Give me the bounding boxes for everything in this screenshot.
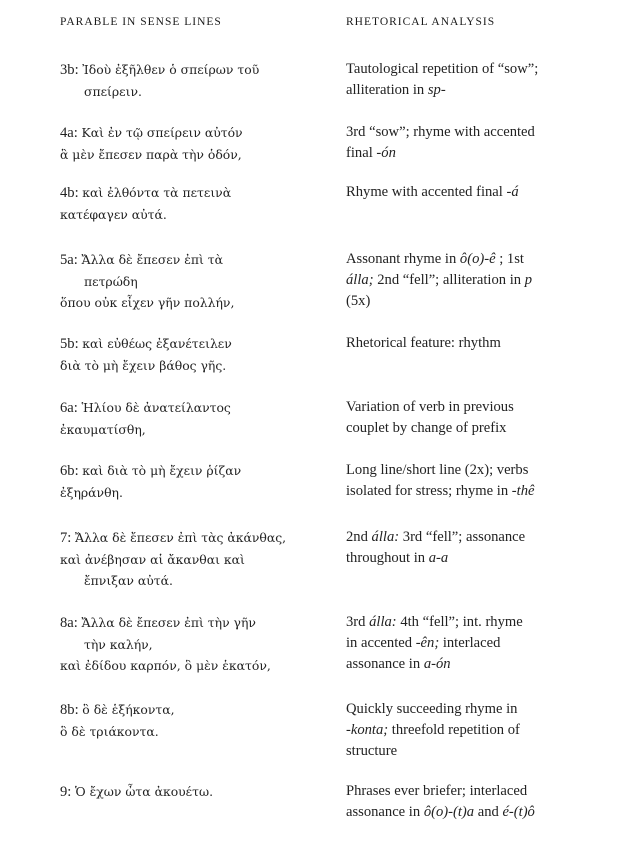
analysis-text: 4th “fell”; int. rhyme	[396, 614, 523, 630]
analysis-line	[346, 80, 616, 101]
greek-line	[60, 204, 340, 225]
italic-term: sp-	[427, 82, 446, 98]
greek-line	[60, 721, 340, 742]
analysis-cell	[346, 59, 616, 101]
analysis-line	[346, 291, 616, 312]
greek-text: Ἰδοὺ ἐξῆλθεν ὁ σπείρων τοῦ	[82, 62, 260, 77]
verse-reference: 5b:	[60, 336, 83, 352]
analysis-text: and	[474, 804, 503, 820]
analysis-text: threefold repetition of	[388, 722, 520, 738]
analysis-cell	[346, 527, 616, 569]
analysis-line	[346, 527, 616, 548]
analysis-line	[346, 270, 616, 291]
italic-term: álla:	[371, 529, 400, 545]
greek-line	[60, 59, 340, 81]
greek-text: ἔπνιξαν αὐτά.	[84, 573, 173, 588]
analysis-cell	[346, 699, 616, 762]
analysis-line	[346, 122, 616, 143]
greek-line	[60, 249, 340, 271]
analysis-line	[346, 654, 616, 675]
greek-line	[60, 527, 340, 549]
analysis-text: 3rd “sow”; rhyme with accented	[346, 124, 535, 140]
greek-text: καὶ εὐθέως ἐξανέτειλεν	[82, 336, 232, 351]
analysis-text: couplet by change of prefix	[346, 420, 507, 436]
greek-line	[60, 460, 340, 482]
analysis-text: 3rd “fell”; assonance	[399, 529, 526, 545]
greek-text: Καὶ ἐν τῷ σπείρειν αὐτόν	[81, 125, 243, 140]
analysis-text: (5x)	[346, 293, 371, 309]
verse-reference: 4b:	[60, 185, 83, 201]
greek-line	[60, 781, 340, 803]
verse-reference: 7:	[60, 530, 75, 546]
italic-term: álla;	[346, 272, 374, 288]
analysis-cell	[346, 460, 616, 502]
italic-term: a-a	[428, 550, 449, 566]
analysis-cell	[346, 122, 616, 164]
italic-term: ô(o)-ê	[459, 251, 496, 267]
greek-line	[60, 144, 340, 165]
italic-term: álla:	[369, 614, 397, 630]
greek-text: καὶ διὰ τὸ μὴ ἔχειν ῥίζαν	[82, 463, 242, 478]
greek-line	[60, 612, 340, 634]
greek-line	[60, 271, 340, 292]
parable-cell	[60, 249, 340, 313]
analysis-text: assonance in	[346, 656, 424, 672]
analysis-line	[346, 481, 616, 502]
analysis-line	[346, 699, 616, 720]
parable-cell	[60, 781, 340, 803]
analysis-line	[346, 418, 616, 439]
greek-line	[60, 81, 340, 102]
analysis-line	[346, 633, 616, 654]
greek-text: κατέφαγεν αὐτά.	[60, 207, 167, 222]
italic-term: a-ón	[423, 656, 451, 672]
greek-line	[60, 333, 340, 355]
analysis-line	[346, 460, 616, 481]
analysis-cell	[346, 182, 616, 203]
analysis-line	[346, 612, 616, 633]
greek-text: Ἄλλα δὲ ἔπεσεν ἐπὶ τὰς ἀκάνθας,	[75, 530, 287, 545]
greek-line	[60, 655, 340, 676]
parable-cell	[60, 527, 340, 591]
greek-text: ἃ μὲν ἔπεσεν παρὰ τὴν ὁδόν,	[60, 147, 242, 162]
greek-line	[60, 482, 340, 503]
analysis-text: Long line/short line (2x); verbs	[346, 462, 529, 478]
analysis-text: 2nd	[346, 529, 372, 545]
greek-line	[60, 122, 340, 144]
parable-cell	[60, 460, 340, 503]
greek-text: πετρώδη	[84, 274, 138, 289]
analysis-cell	[346, 333, 616, 354]
parable-cell	[60, 612, 340, 676]
greek-line	[60, 419, 340, 440]
greek-text: σπείρειν.	[84, 84, 142, 99]
greek-line	[60, 549, 340, 570]
italic-term: -ên;	[415, 635, 440, 651]
greek-text: Ὁ ἔχων ὦτα ἀκουέτω.	[75, 784, 214, 799]
greek-line	[60, 699, 340, 721]
analysis-line	[346, 802, 616, 823]
analysis-text: Quickly succeeding rhyme in	[346, 701, 518, 717]
greek-line	[60, 397, 340, 419]
greek-text: καὶ ἐλθόντα τὰ πετεινὰ	[82, 185, 232, 200]
greek-text: ὃ δὲ τριάκοντα.	[60, 724, 159, 739]
greek-text: ἐκαυματίσθη,	[60, 422, 146, 437]
analysis-line	[346, 249, 616, 270]
parable-cell	[60, 122, 340, 165]
verse-reference: 4a:	[60, 125, 82, 141]
analysis-text: structure	[346, 743, 398, 759]
analysis-text: Assonant rhyme in	[346, 251, 460, 267]
verse-reference: 9:	[60, 784, 75, 800]
greek-text: ἐξηράνθη.	[60, 485, 123, 500]
italic-term: -konta;	[346, 722, 389, 738]
parable-cell	[60, 397, 340, 440]
analysis-text: 3rd	[346, 614, 370, 630]
analysis-text: throughout in	[346, 550, 429, 566]
greek-line	[60, 634, 340, 655]
greek-text: τὴν καλήν,	[84, 637, 153, 652]
analysis-text: 2nd “fell”; alliteration in	[373, 272, 525, 288]
analysis-line	[346, 397, 616, 418]
column-header-parable: PARABLE IN SENSE LINES	[60, 16, 222, 28]
greek-text: Ἄλλα δὲ ἔπεσεν ἐπὶ τὴν γῆν	[81, 615, 256, 630]
analysis-line	[346, 333, 616, 354]
analysis-cell	[346, 781, 616, 823]
italic-term: ô(o)-(t)a	[423, 804, 475, 820]
analysis-cell	[346, 612, 616, 675]
verse-reference: 8b:	[60, 702, 83, 718]
analysis-text: Variation of verb in previous	[346, 399, 514, 415]
analysis-line	[346, 548, 616, 569]
analysis-line	[346, 182, 616, 203]
analysis-cell	[346, 249, 616, 312]
analysis-text: Tautological repetition of “sow”;	[346, 61, 539, 77]
greek-line	[60, 355, 340, 376]
italic-term: -thê	[511, 483, 535, 499]
analysis-line	[346, 781, 616, 802]
analysis-text: isolated for stress; rhyme in	[346, 483, 512, 499]
analysis-line	[346, 59, 616, 80]
parable-cell	[60, 59, 340, 102]
parable-cell	[60, 699, 340, 742]
analysis-line	[346, 741, 616, 762]
greek-line	[60, 292, 340, 313]
greek-text: ὅπου οὐκ εἶχεν γῆν πολλήν,	[60, 295, 235, 310]
greek-text: διὰ τὸ μὴ ἔχειν βάθος γῆς.	[60, 358, 227, 373]
parable-cell	[60, 182, 340, 225]
verse-reference: 6a:	[60, 400, 82, 416]
greek-text: Ἄλλα δὲ ἔπεσεν ἐπὶ τὰ	[81, 252, 224, 267]
italic-term: p	[524, 272, 533, 288]
greek-line	[60, 182, 340, 204]
verse-reference: 5a:	[60, 252, 82, 268]
greek-text: καὶ ἐδίδου καρπόν, ὃ μὲν ἑκατόν,	[60, 658, 271, 673]
analysis-text: assonance in	[346, 804, 424, 820]
analysis-line	[346, 143, 616, 164]
analysis-cell	[346, 397, 616, 439]
greek-text: ὃ δὲ ἑξήκοντα,	[82, 702, 175, 717]
verse-reference: 3b:	[60, 62, 83, 78]
greek-text: Ἡλίου δὲ ἀνατείλαντος	[81, 400, 231, 415]
analysis-text: Rhetorical feature: rhythm	[346, 335, 501, 351]
italic-term: -á	[506, 184, 519, 200]
analysis-text: final	[346, 145, 377, 161]
verse-reference: 6b:	[60, 463, 83, 479]
italic-term: -ón	[376, 145, 396, 161]
analysis-text: ; 1st	[495, 251, 524, 267]
analysis-text: in accented	[346, 635, 416, 651]
italic-term: é-(t)ô	[502, 804, 535, 820]
verse-reference: 8a:	[60, 615, 82, 631]
greek-text: καὶ ἀνέβησαν αἱ ἄκανθαι καὶ	[60, 552, 245, 567]
parable-cell	[60, 333, 340, 376]
analysis-text: Phrases ever briefer; interlaced	[346, 783, 528, 799]
analysis-text: Rhyme with accented final	[346, 184, 507, 200]
greek-line	[60, 570, 340, 591]
analysis-line	[346, 720, 616, 741]
column-header-analysis: RHETORICAL ANALYSIS	[346, 16, 496, 28]
analysis-text: interlaced	[439, 635, 501, 651]
analysis-text: alliteration in	[346, 82, 428, 98]
